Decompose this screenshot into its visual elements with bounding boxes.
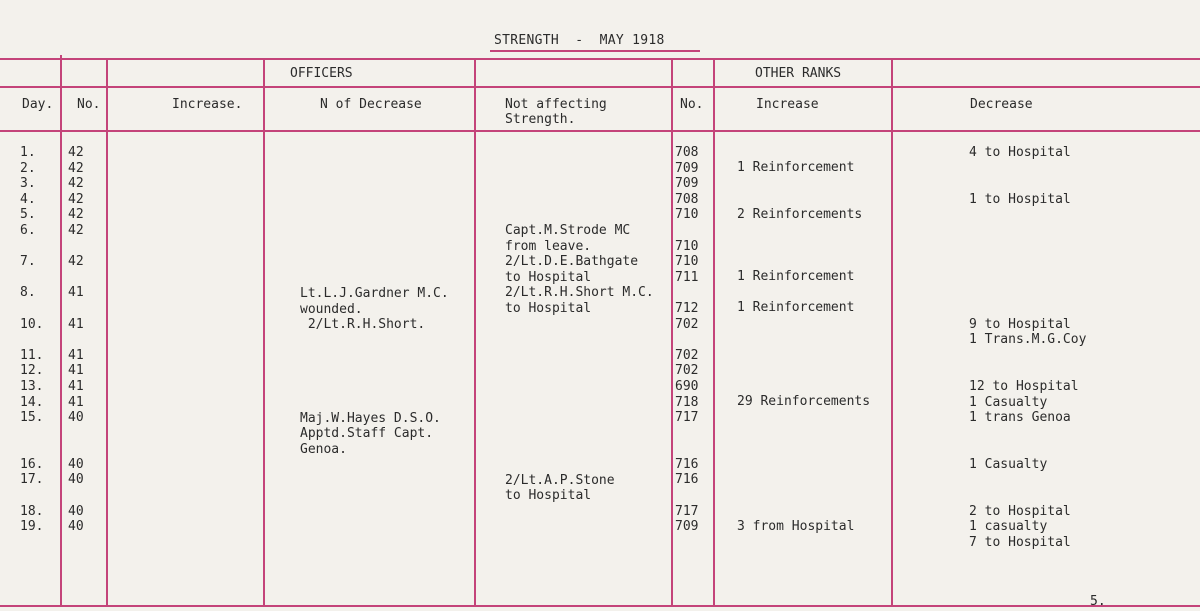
header-decrease-ranks: Decrease bbox=[970, 97, 1033, 112]
column-day: 1. 2. 3. 4. 5. 6. 7. 8. 10. 11. 12. 13. 14. 15. 16. 17. 18. 19. bbox=[20, 145, 44, 535]
column-decrease-ranks: 4 to Hospital 1 to Hospital 9 to Hospital 1 Trans.M.G.Coy 12 to Hospital 1 Casualty 1 trans Genoa 1 Casualty 2 to Hospital 1 casualty 7 to Hospital bbox=[969, 145, 1087, 550]
group-other-ranks: OTHER RANKS bbox=[755, 66, 842, 81]
group-officers: OFFICERS bbox=[290, 66, 353, 81]
rule-bottom bbox=[0, 605, 1200, 607]
col-rule-5 bbox=[671, 58, 673, 607]
title-underline bbox=[490, 50, 700, 52]
page-number: 5. bbox=[1090, 594, 1106, 609]
col-rule-4 bbox=[474, 58, 476, 607]
header-increase-ranks: Increase bbox=[756, 97, 819, 112]
col-rule-7 bbox=[891, 58, 893, 607]
header-day: Day. bbox=[22, 97, 54, 112]
rule-top bbox=[0, 58, 1200, 60]
column-no-ranks: 708 709 709 708 710 710 710 711 712 702 702 702 690 718 717 716 716 717 709 bbox=[675, 145, 699, 535]
column-increase-ranks: 1 Reinforcement 2 Reinforcements 1 Reinforcement 1 Reinforcement 29 Reinforcements 3 from Hospital bbox=[737, 160, 871, 534]
col-rule-2 bbox=[106, 58, 108, 607]
col-rule-3 bbox=[263, 58, 265, 607]
column-not-affecting: Capt.M.Strode MC from leave. 2/Lt.D.E.Bathgate to Hospital 2/Lt.R.H.Short M.C. to Hospital 2/Lt.A.P.Stone to Hospital bbox=[505, 223, 654, 504]
rule-group bbox=[0, 86, 1200, 88]
column-no-officers: 42 42 42 42 42 42 42 41 41 41 41 41 41 40 40 40 40 40 bbox=[68, 145, 84, 535]
header-decrease-officers: N of Decrease bbox=[320, 97, 422, 112]
page-title: STRENGTH - MAY 1918 bbox=[494, 33, 665, 48]
header-not-affecting: Not affecting Strength. bbox=[505, 97, 607, 127]
col-rule-1 bbox=[60, 55, 62, 607]
col-rule-6 bbox=[713, 58, 715, 607]
rule-header bbox=[0, 130, 1200, 132]
header-no-officers: No. bbox=[77, 97, 101, 112]
header-increase-officers: Increase. bbox=[172, 97, 243, 112]
column-decrease-officers: Lt.L.J.Gardner M.C. wounded. 2/Lt.R.H.Short. Maj.W.Hayes D.S.O. Apptd.Staff Capt. Genoa. bbox=[300, 286, 449, 457]
header-no-ranks: No. bbox=[680, 97, 704, 112]
